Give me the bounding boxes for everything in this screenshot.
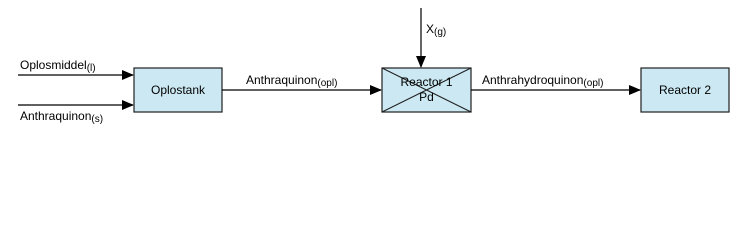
reactor-2-label: Reactor 2 — [658, 83, 712, 97]
anthraquinon-input-subscript: (s) — [91, 114, 104, 125]
anthraquinon-opl-subscript: (opl) — [317, 78, 338, 89]
anthrahydroquinon-opl-subscript: (opl) — [583, 78, 604, 89]
oplosmiddel-label — [20, 58, 96, 74]
gas-feed-label — [426, 22, 446, 38]
reactor-1-catalyst-label: Pd — [419, 90, 434, 104]
anthrahydroquinon-opl-text: Anthrahydroquinon — [482, 73, 584, 87]
reactor-1-label: Reactor 1 — [400, 75, 453, 89]
oplosmiddel-subscript: (l) — [86, 63, 96, 74]
anthraquinon-input-label — [20, 109, 103, 125]
gas-feed-text: X — [426, 22, 435, 36]
oplostank-label: Oplostank — [150, 83, 206, 97]
gas-feed-subscript: (g) — [434, 27, 447, 38]
anthraquinon-input-text: Anthraquinon — [20, 109, 92, 123]
anthrahydroquinon-opl-label — [482, 73, 603, 89]
oplosmiddel-text: Oplosmiddel — [20, 58, 87, 72]
anthraquinon-opl-text: Anthraquinon — [246, 73, 318, 87]
anthraquinon-opl-label — [246, 73, 337, 89]
